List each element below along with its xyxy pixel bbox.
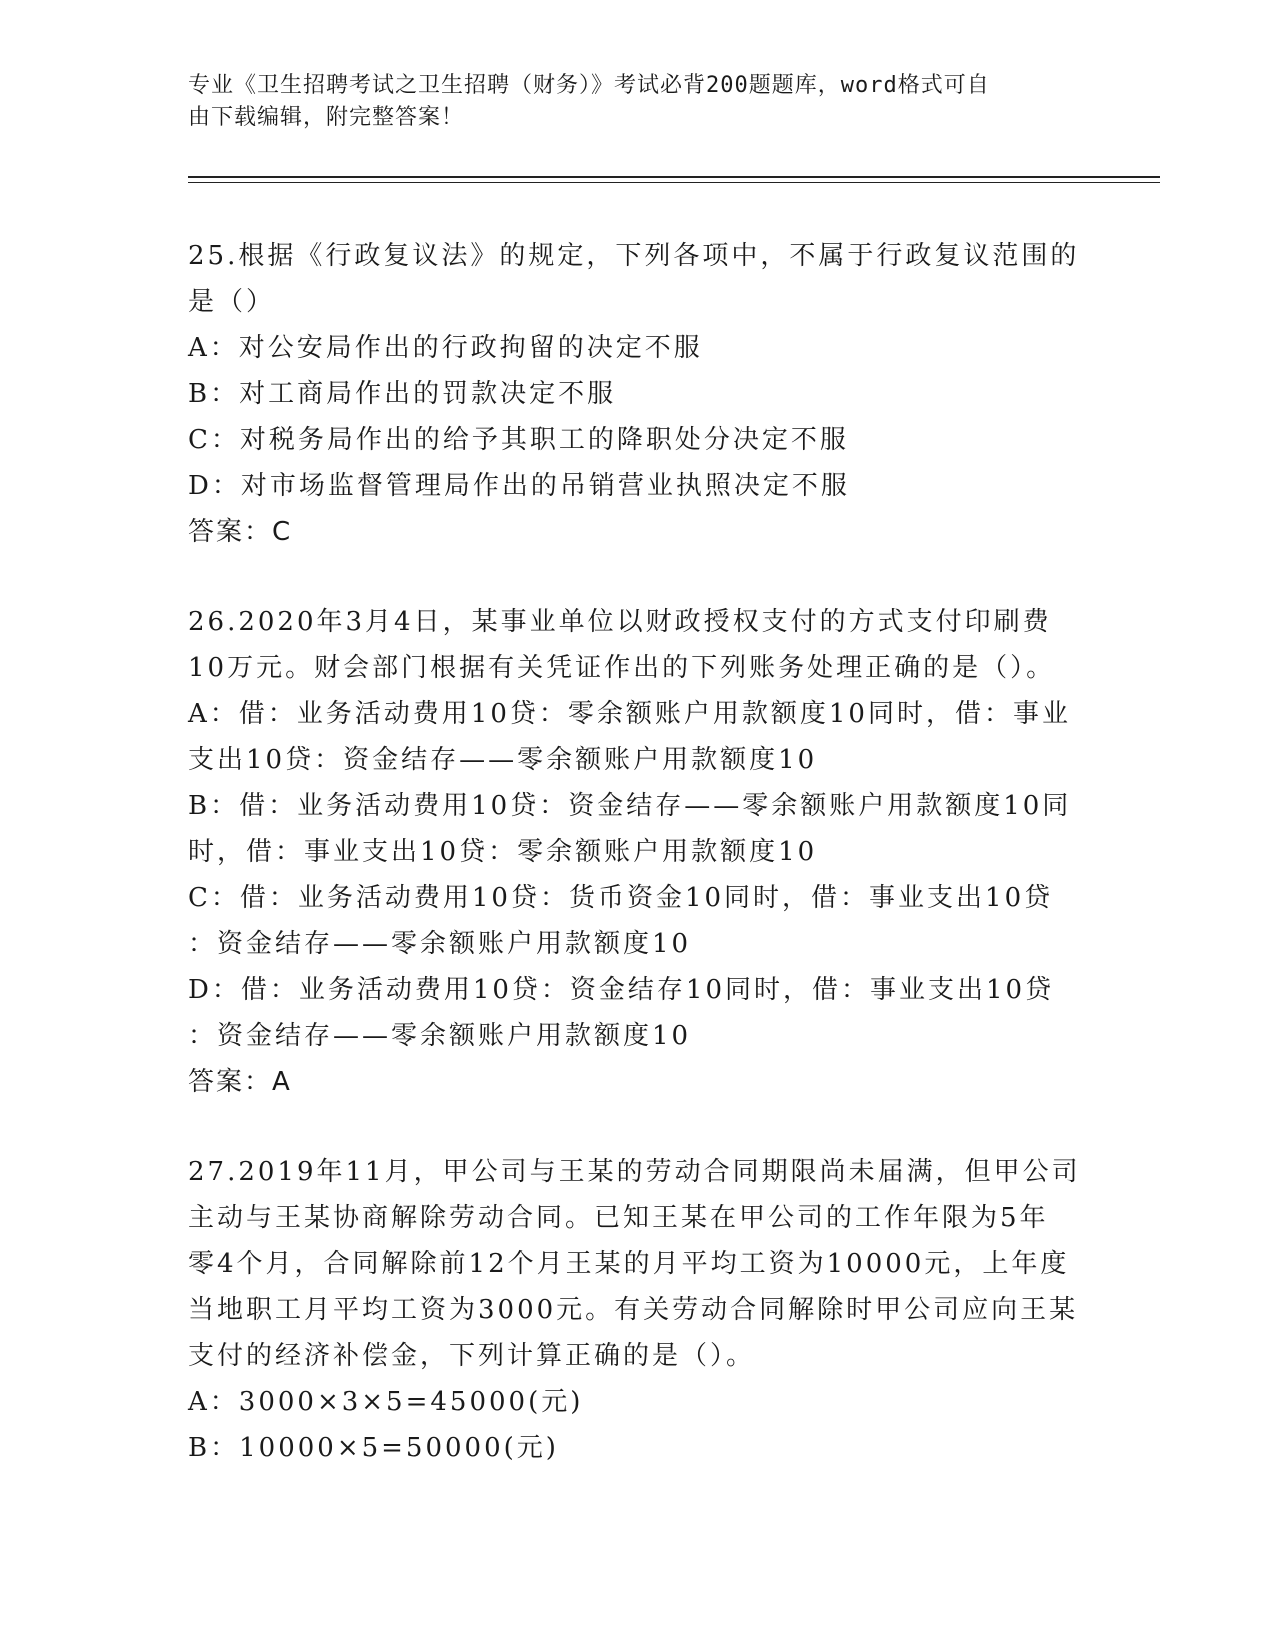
option-line: C：对税务局作出的给予其职工的降职处分决定不服 — [188, 425, 849, 455]
option-line: B：对工商局作出的罚款决定不服 — [188, 379, 617, 409]
option-line: D：对市场监督管理局作出的吊销营业执照决定不服 — [188, 471, 850, 501]
question-block — [188, 599, 1088, 1105]
question-stem-line: 主动与王某协商解除劳动合同。已知王某在甲公司的工作年限为5年 — [188, 1203, 1049, 1233]
question-list — [188, 233, 1088, 1515]
header-divider — [188, 176, 1160, 178]
question-stem-line: 27.2019年11月，甲公司与王某的劳动合同期限尚未届满，但甲公司 — [188, 1157, 1081, 1187]
question-block — [188, 1149, 1088, 1471]
option-line: A：借：业务活动费用10贷：零余额账户用款额度10同时，借：事业 — [188, 699, 1071, 729]
option-line: A：3000×3×5=45000(元) — [188, 1387, 584, 1417]
option-line: A：对公安局作出的行政拘留的决定不服 — [188, 333, 703, 363]
option-line: B：10000×5=50000(元) — [188, 1433, 559, 1463]
option-line: B：借：业务活动费用10贷：资金结存——零余额账户用款额度10同 — [188, 791, 1072, 821]
header-line-2: 由下载编辑，附完整答案！ — [188, 105, 465, 130]
question-stem-line: 10万元。财会部门根据有关凭证作出的下列账务处理正确的是（）。 — [188, 653, 1056, 683]
question-stem-line: 零4个月，合同解除前12个月王某的月平均工资为10000元，上年度 — [188, 1249, 1070, 1279]
answer-label: 答案：A — [188, 1067, 292, 1097]
question-stem-line: 26.2020年3月4日，某事业单位以财政授权支付的方式支付印刷费 — [188, 607, 1052, 637]
answer-label: 答案：C — [188, 517, 293, 547]
option-line: D：借：业务活动费用10贷：资金结存10同时，借：事业支出10贷 — [188, 975, 1055, 1005]
document-header — [188, 70, 1078, 134]
question-stem-line: 25.根据《行政复议法》的规定，下列各项中，不属于行政复议范围的 — [188, 241, 1080, 271]
header-divider-thin — [188, 182, 1160, 183]
question-stem-line: 当地职工月平均工资为3000元。有关劳动合同解除时甲公司应向王某 — [188, 1295, 1079, 1325]
option-line: ：资金结存——零余额账户用款额度10 — [188, 1021, 692, 1051]
option-line: 时，借：事业支出10贷：零余额账户用款额度10 — [188, 837, 818, 867]
question-stem-line: 支付的经济补偿金，下列计算正确的是（）。 — [188, 1341, 756, 1371]
question-block — [188, 233, 1088, 555]
option-line: ：资金结存——零余额账户用款额度10 — [188, 929, 692, 959]
header-line-1: 专业《卫生招聘考试之卫生招聘（财务）》考试必背200题题库，word格式可自 — [188, 73, 990, 98]
question-stem-line: 是（） — [188, 287, 276, 317]
option-line: 支出10贷：资金结存——零余额账户用款额度10 — [188, 745, 818, 775]
option-line: C：借：业务活动费用10贷：货币资金10同时，借：事业支出10贷 — [188, 883, 1054, 913]
